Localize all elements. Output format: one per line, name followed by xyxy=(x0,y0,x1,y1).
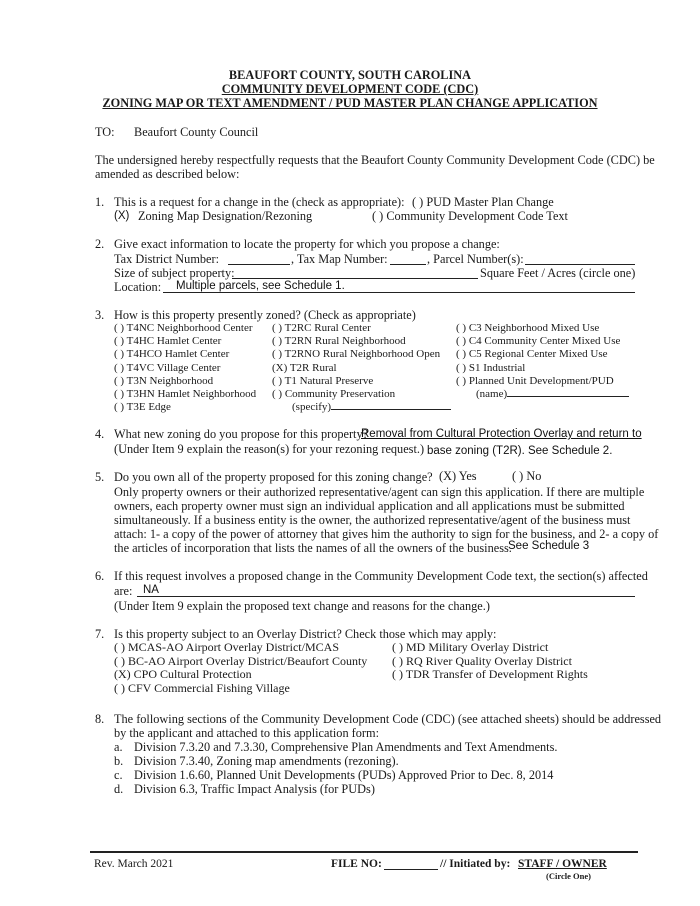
item8-list-text-a: Division 7.3.20 and 7.3.30, Comprehensive Plan Amendments and Text Amendments. xyxy=(134,740,558,754)
item6-text: If this request involves a proposed change in the Community Development Code text, the section(s) affected xyxy=(114,569,648,583)
location-field[interactable]: Multiple parcels, see Schedule 1. xyxy=(176,280,345,292)
pud-name-field[interactable] xyxy=(507,396,629,397)
item1-text: This is a request for a change in the (check as appropriate): xyxy=(114,195,405,209)
zoning-option[interactable]: ( ) T3N Neighborhood xyxy=(114,374,214,387)
zoning-column-transect-village xyxy=(114,322,256,414)
footer-revision: Rev. March 2021 xyxy=(94,858,174,870)
item5-para-5: the articles of incorporation that lists the names of all the owners of the business. xyxy=(114,541,512,555)
zoning-option[interactable]: ( ) T4HC Hamlet Center xyxy=(114,335,222,348)
item1-option-pud[interactable]: ( ) PUD Master Plan Change xyxy=(412,195,554,209)
tax-map-field[interactable] xyxy=(390,264,426,265)
item5-para-2: owners, each property owner must sign an individual application and all applications must be submitted xyxy=(114,499,625,513)
zoning-option[interactable]: ( ) T3HN Hamlet Neighborhood xyxy=(114,388,257,401)
zoning-option[interactable]: ( ) Planned Unit Development/PUD xyxy=(456,374,614,387)
item6-answer[interactable]: NA xyxy=(143,584,159,596)
item8-list-text-d: Division 6.3, Traffic Impact Analysis (for PUDs) xyxy=(134,782,375,796)
parcel-label: , Parcel Number(s): xyxy=(427,252,524,266)
item6-note: (Under Item 9 explain the proposed text change and reasons for the change.) xyxy=(114,599,490,613)
header-line-3: ZONING MAP OR TEXT AMENDMENT / PUD MASTER PLAN CHANGE APPLICATION xyxy=(102,96,598,110)
item4-answer-1[interactable]: Removal from Cultural Protection Overlay and return to xyxy=(361,428,642,440)
item3-text: How is this property presently zoned? (Check as appropriate) xyxy=(114,308,416,322)
tax-district-label: Tax District Number: xyxy=(114,252,220,266)
staff-owner[interactable]: STAFF / OWNER xyxy=(518,858,607,870)
zoning-column-commercial xyxy=(456,322,629,401)
item6-field-line xyxy=(137,596,635,597)
item5-text: Do you own all of the property proposed for this zoning change? xyxy=(114,470,433,484)
item2-text: Give exact information to locate the property for which you propose a change: xyxy=(114,237,500,251)
item5-yes[interactable]: (X) Yes xyxy=(439,469,477,483)
overlay-option[interactable]: ( ) MD Military Overlay District xyxy=(392,640,549,654)
zoning-option[interactable]: ( ) Community Preservation xyxy=(272,388,396,401)
file-no-field[interactable] xyxy=(384,869,438,870)
zoning-option[interactable]: ( ) C4 Community Center Mixed Use xyxy=(456,335,621,348)
item5-para-3: simultaneously. If a business entity is the owner, the authorized representative/agent of the business must xyxy=(114,513,631,527)
header-line-2: COMMUNITY DEVELOPMENT CODE (CDC) xyxy=(221,82,479,96)
zoning-option[interactable]: ( ) T4HCO Hamlet Center xyxy=(114,348,230,361)
item5-number: 5. xyxy=(95,470,105,484)
zoning-option[interactable]: ( ) T4VC Village Center xyxy=(114,361,221,374)
item8-text-1: The following sections of the Community Development Code (CDC) (see attached sheets) should be addressed xyxy=(114,712,662,726)
footer-rule xyxy=(90,851,638,853)
item8-list-label-c: c. xyxy=(114,768,123,782)
item6-number: 6. xyxy=(95,569,105,583)
item8-list-label-d: d. xyxy=(114,782,124,796)
item6-are-label: are: xyxy=(114,584,133,598)
location-label: Location: xyxy=(114,280,162,294)
zoning-option[interactable]: ( ) T1 Natural Preserve xyxy=(272,374,374,387)
item5-no[interactable]: ( ) No xyxy=(512,469,542,483)
zoning-option[interactable]: ( ) T2RC Rural Center xyxy=(272,322,371,334)
overlay-list-right xyxy=(392,641,588,682)
item5-para-4: attach: 1- a copy of the power of attorney that gives him the authority to sign for the business, and 2- a copy of xyxy=(114,527,659,541)
header-line-1: BEAUFORT COUNTY, SOUTH CAROLINA xyxy=(228,68,472,82)
overlay-option[interactable]: ( ) BC-AO Airport Overlay District/Beaufort County xyxy=(114,653,368,668)
tax-district-field[interactable] xyxy=(228,264,290,265)
zoning-option[interactable]: ( ) C5 Regional Center Mixed Use xyxy=(456,348,608,361)
item4-text-2: (Under Item 9 explain the reason(s) for your rezoning request.) xyxy=(114,442,425,456)
item8-list-text-c: Division 1.6.60, Planned Unit Developments (PUDs) Approved Prior to Dec. 8, 2014 xyxy=(134,768,554,782)
item1-option-zoning-mark[interactable]: (X) xyxy=(114,210,130,222)
item4-number: 4. xyxy=(95,427,105,441)
to-value: Beaufort County Council xyxy=(134,125,259,139)
item5-para-1: Only property owners or their authorized representative/agent can sign this application. If there are multiple xyxy=(114,485,645,499)
size-label: Size of subject property: xyxy=(114,266,235,280)
item1-option-cdc-text[interactable]: ( ) Community Development Code Text xyxy=(372,209,568,223)
intro-line-2: amended as described below: xyxy=(95,167,240,181)
item3-number: 3. xyxy=(95,308,105,322)
zoning-option[interactable]: ( ) T4NC Neighborhood Center xyxy=(114,322,253,334)
zoning-option[interactable]: ( ) T3E Edge xyxy=(114,401,171,414)
overlay-option[interactable]: ( ) TDR Transfer of Development Rights xyxy=(392,667,588,682)
zoning-option[interactable]: ( ) T2RN Rural Neighborhood xyxy=(272,335,406,348)
overlay-option[interactable]: ( ) CFV Commercial Fishing Village xyxy=(114,680,290,695)
size-units: Square Feet / Acres (circle one) xyxy=(480,266,636,280)
zoning-specify-label: (specify) xyxy=(272,401,451,414)
item8-number: 8. xyxy=(95,712,105,726)
zoning-specify-field[interactable] xyxy=(331,409,451,410)
tax-map-label: , Tax Map Number: xyxy=(291,252,388,266)
item8-text-2: by the applicant and attached to this application form: xyxy=(114,726,379,740)
zoning-option[interactable]: ( ) T2RNO Rural Neighborhood Open xyxy=(272,348,441,361)
pud-name-label: (name) xyxy=(456,388,629,401)
zoning-option-t2r-rural[interactable]: (X) T2R Rural xyxy=(272,361,337,374)
item1-number: 1. xyxy=(95,195,105,209)
intro-line-1: The undersigned hereby respectfully requests that the Beaufort County Community Development Code (CDC) be xyxy=(95,153,655,167)
item5-schedule[interactable]: See Schedule 3 xyxy=(508,540,590,552)
overlay-option[interactable]: ( ) RQ River Quality Overlay District xyxy=(392,653,572,668)
circle-one-note: (Circle One) xyxy=(546,871,591,881)
item7-text: Is this property subject to an Overlay District? Check those which may apply: xyxy=(114,627,497,641)
to-label: TO: xyxy=(95,125,115,139)
item8-list-text-b: Division 7.3.40, Zoning map amendments (rezoning). xyxy=(134,754,399,768)
overlay-option[interactable]: ( ) MCAS-AO Airport Overlay District/MCAS xyxy=(114,640,339,654)
overlay-list-left xyxy=(114,641,367,695)
item7-number: 7. xyxy=(95,627,105,641)
item1-option-zoning: Zoning Map Designation/Rezoning xyxy=(138,209,313,223)
zoning-option[interactable]: ( ) C3 Neighborhood Mixed Use xyxy=(456,322,600,334)
parcel-field[interactable] xyxy=(525,264,635,265)
item2-number: 2. xyxy=(95,237,105,251)
zoning-option[interactable]: ( ) S1 Industrial xyxy=(456,361,526,374)
initiated-label: // Initiated by: xyxy=(440,858,511,870)
item8-list-label-a: a. xyxy=(114,740,123,754)
item4-text: What new zoning do you propose for this property? xyxy=(114,427,369,441)
zoning-column-rural xyxy=(272,322,451,414)
overlay-option-cpo[interactable]: (X) CPO Cultural Protection xyxy=(114,667,252,682)
item4-answer-2[interactable]: base zoning (T2R). See Schedule 2. xyxy=(427,445,613,457)
file-no-label: FILE NO: xyxy=(331,858,382,870)
item8-list-label-b: b. xyxy=(114,754,124,768)
